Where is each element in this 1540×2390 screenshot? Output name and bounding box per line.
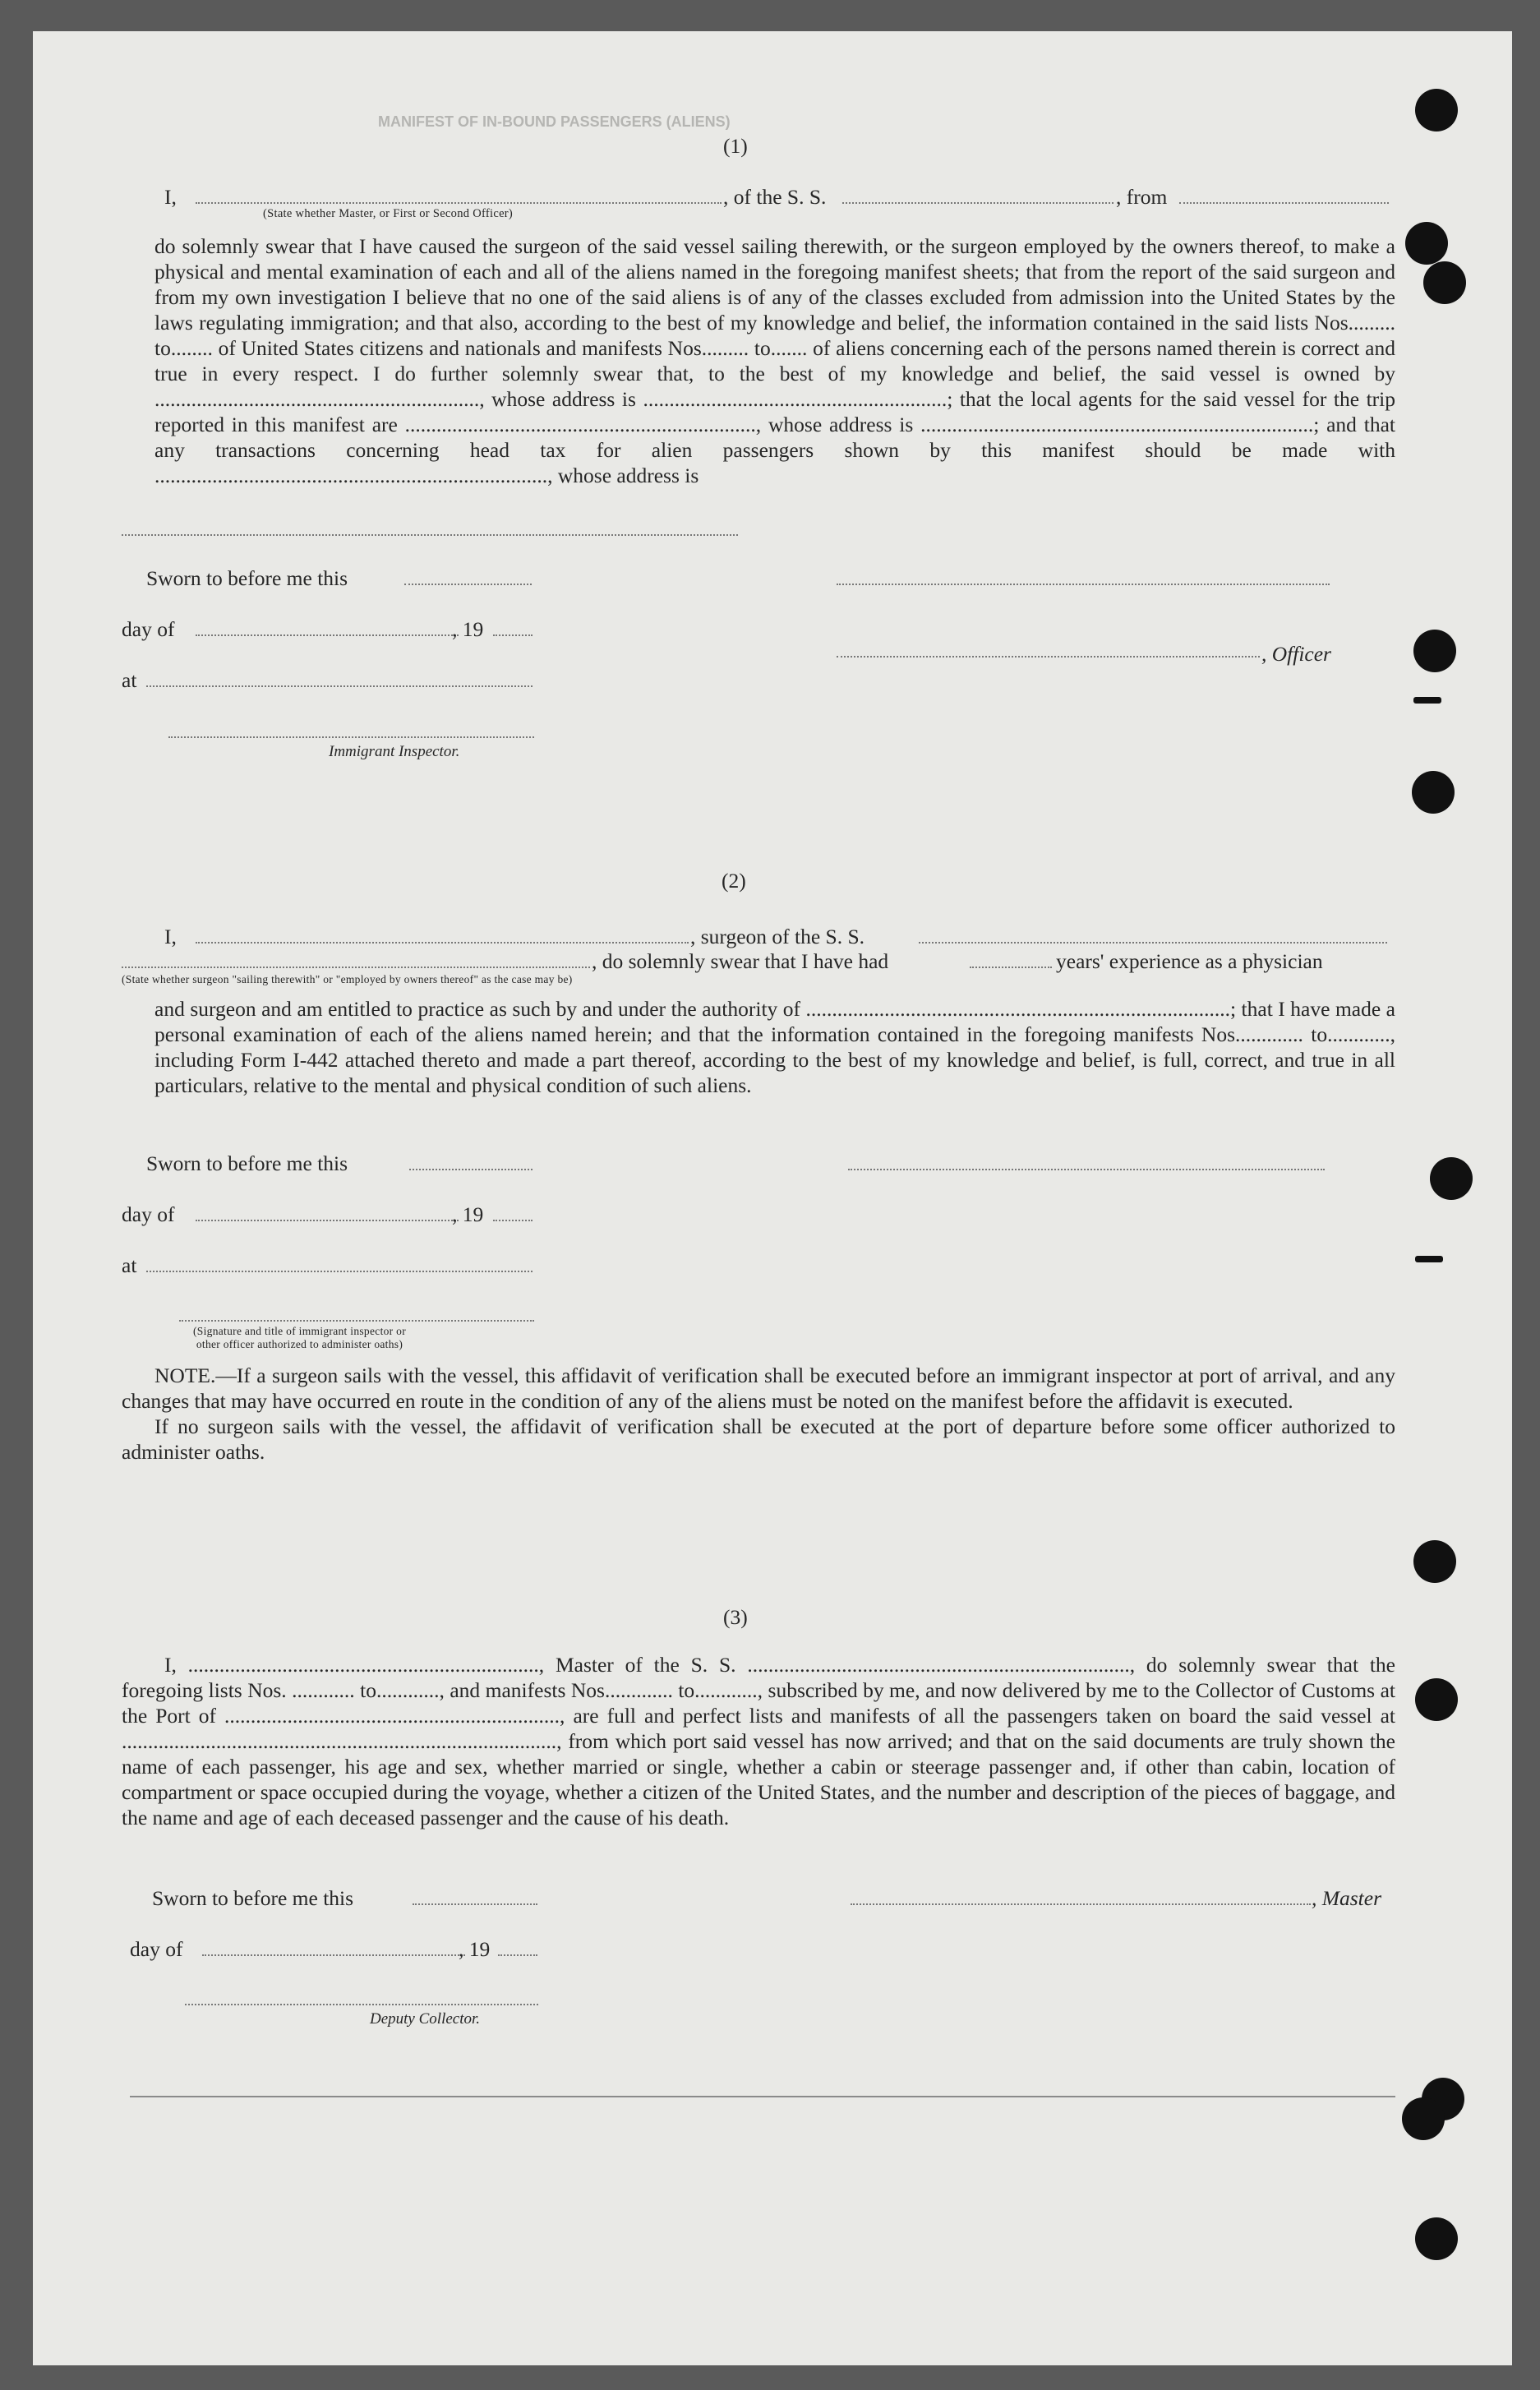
master-signature-blank[interactable]	[851, 1903, 1311, 1905]
inspector-signature-blank[interactable]	[168, 736, 534, 738]
day-blank[interactable]	[202, 1954, 465, 1956]
bleed-through-text: MANIFEST OF IN-BOUND PASSENGERS (ALIENS)	[378, 113, 731, 130]
from-port-blank[interactable]	[1179, 202, 1389, 204]
binder-hole-icon	[1423, 261, 1466, 304]
year-label: , 19	[452, 1202, 484, 1226]
at-place-blank[interactable]	[146, 685, 533, 687]
bottom-rule	[130, 2096, 1395, 2097]
day-of-label: day of	[122, 1202, 175, 1226]
year-blank[interactable]	[493, 1220, 533, 1221]
sworn-date-blank[interactable]	[413, 1903, 537, 1905]
manifest-affidavit-page	[33, 31, 1512, 2365]
address-blank[interactable]	[122, 534, 738, 536]
binder-hole-icon	[1415, 89, 1458, 131]
at-label: at	[122, 668, 137, 692]
line-start-label: I,	[164, 185, 177, 209]
administering-officer-blank[interactable]	[179, 1320, 534, 1322]
blank-line[interactable]	[837, 584, 1330, 585]
sworn-date-blank[interactable]	[409, 1169, 533, 1170]
vessel-label: , of the S. S.	[723, 185, 827, 209]
day-of-label: day of	[130, 1937, 183, 1961]
year-blank[interactable]	[498, 1954, 537, 1956]
sworn-label: Sworn to before me this	[152, 1886, 354, 1910]
sworn-date-blank[interactable]	[404, 584, 532, 585]
master-label: , Master	[1312, 1886, 1381, 1910]
binder-hole-icon	[1413, 630, 1456, 672]
binder-hole-icon	[1430, 1157, 1473, 1200]
vessel-name-blank[interactable]	[919, 942, 1387, 944]
surgeon-signature-blank[interactable]	[848, 1169, 1325, 1170]
section-3-heading: (3)	[723, 1605, 748, 1629]
officer-signature-caption	[193, 1325, 406, 1351]
deputy-signature-blank[interactable]	[185, 2004, 538, 2005]
day-blank[interactable]	[196, 1220, 459, 1221]
officer-caption: (State whether Master, or First or Second Officer)	[263, 207, 514, 220]
surgeon-type-blank[interactable]	[122, 967, 590, 968]
from-label: , from	[1116, 185, 1168, 209]
binder-hole-icon	[1415, 1678, 1458, 1721]
section-1-heading: (1)	[723, 134, 748, 158]
binder-hole-icon	[1412, 771, 1455, 814]
year-label: , 19	[459, 1937, 491, 1961]
binder-hole-icon	[1413, 1540, 1456, 1583]
inspector-caption: Immigrant Inspector.	[329, 743, 460, 760]
note-paragraph: If no surgeon sails with the vessel, the affidavit of verification shall be executed at the port of departure before some officer authorized to administer oaths.	[122, 1414, 1395, 1464]
binder-hole-icon	[1405, 222, 1448, 265]
officer-label: , Officer	[1261, 642, 1331, 666]
note-paragraph: NOTE.—If a surgeon sails with the vessel, this affidavit of verification shall be executed before an immigrant inspector at port of arrival, and any changes that may have occurred en route in the condition of any of the aliens must be noted on the manifest before the affidavit is executed.	[122, 1363, 1395, 1413]
years-blank[interactable]	[970, 967, 1052, 968]
surgeon-name-blank[interactable]	[196, 942, 689, 944]
section-1-body	[154, 233, 1395, 488]
surgeon-vessel-label: , surgeon of the S. S.	[690, 925, 865, 948]
sworn-label: Sworn to before me this	[146, 1151, 348, 1175]
officer-name-blank[interactable]	[196, 202, 722, 204]
surgeon-caption: (State whether surgeon "sailing therewith" or "employed by owners thereof" as the case may be)	[122, 973, 573, 985]
section-1-body-text: do solemnly swear that I have caused the surgeon of the said vessel sailing therewith, or the surgeon employed by the owners thereof, to make a physical and mental examination of each and all of the aliens named in the foregoing manifest sheets; that from the report of the said surgeon and from my own investigation I believe that no one of the said aliens is of any of the classes excluded from admission into the United States by the laws regulating immigration; and that also, according to the best of my knowledge and belief, the information contained in the said lists Nos......... to........ of United States citizens and nationals and manifests Nos......... to....... of aliens concerning each of the persons named therein is correct and true in every respect. I do further solemnly swear that, to the best of my knowledge and belief, the said vessel is owned by .............................................................., whose address is ..........................................................; that the local agents for the said vessel for the trip reported in this manifest are ..................................................................., whose address is ...........................................................................; and that any transactions concerning head tax for alien passengers shown by this manifest should be made with ..........................................................................., whose address is	[154, 234, 1395, 487]
line-start-label: I,	[164, 925, 177, 948]
officer-signature-blank[interactable]	[837, 656, 1260, 657]
deputy-caption: Deputy Collector.	[370, 2010, 481, 2028]
years-label: years' experience as a physician	[1056, 949, 1323, 973]
swear-label: , do solemnly swear that I have had	[592, 949, 889, 973]
section-2-body-text: and surgeon and am entitled to practice as such by and under the authority of .................................................................................; that I have made a personal examination of each of the aliens named herein; and that the information contained in the foregoing manifests Nos............. to............, including Form I-442 attached thereto and made a part thereof, according to the best of my knowledge and belief, is full, correct, and true in all particulars, relative to the mental and physical condition of such aliens.	[154, 997, 1395, 1097]
at-place-blank[interactable]	[146, 1271, 533, 1272]
section-2-heading: (2)	[722, 869, 746, 893]
year-blank[interactable]	[493, 634, 533, 636]
binder-mark-icon	[1415, 1256, 1443, 1262]
year-label: , 19	[452, 617, 484, 641]
section-2-note	[122, 1363, 1395, 1465]
officer-signature-caption-line: other officer authorized to administer oaths)	[196, 1338, 403, 1350]
binder-mark-icon	[1413, 697, 1441, 704]
binder-hole-icon	[1402, 2097, 1445, 2140]
section-2-body	[154, 996, 1395, 1098]
day-of-label: day of	[122, 617, 175, 641]
section-3-body-text: I, ..................................................................., Master of the S. S. ........................................................................., do solemnly swear that the foregoing lists Nos. ............ to............, and manifests Nos............. to............, subscribed by me, and now delivered by me to the Collector of Customs at the Port of ................................................................, are full and perfect lists and manifests of all the passengers taken on board the said vessel at ..................................................................................., from which port said vessel has now arrived; and that on the said documents are truly shown the name of each passenger, his age and sex, whether married or single, whether a cabin or steerage passenger and, if other than cabin, location of compartment or space occupied during the voyage, whether a citizen of the United States, and the number and description of the pieces of baggage, and the name and age of each deceased passenger and the cause of his death.	[122, 1653, 1395, 1829]
officer-signature-caption-line: (Signature and title of immigrant inspector or	[193, 1325, 406, 1337]
binder-hole-icon	[1415, 2217, 1458, 2260]
day-blank[interactable]	[196, 634, 459, 636]
at-label: at	[122, 1253, 137, 1277]
vessel-name-blank[interactable]	[842, 202, 1114, 204]
sworn-label: Sworn to before me this	[146, 566, 348, 590]
section-3-body	[122, 1652, 1395, 1830]
